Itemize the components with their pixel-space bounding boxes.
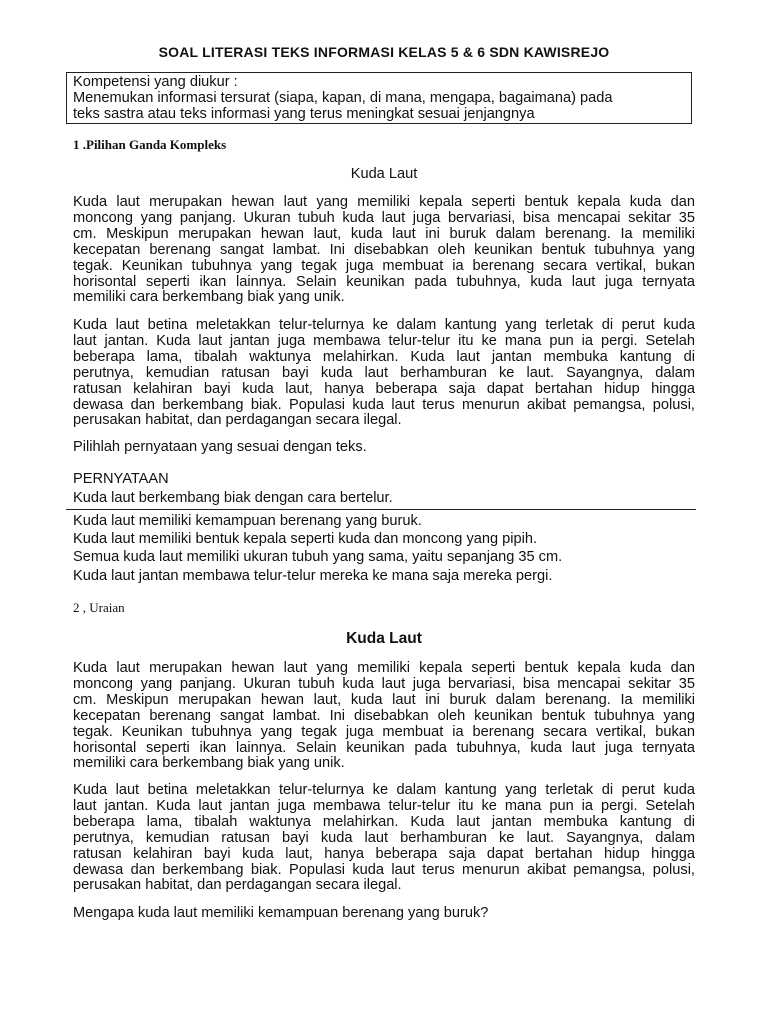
kompetensi-box bbox=[66, 72, 692, 124]
paragraph-line: horisontal seperti ikan lainnya. Selain keunikan pada tubuhnya, kuda laut juga ternyata bbox=[73, 273, 695, 290]
statement-item: Kuda laut jantan membawa telur-telur mereka ke mana saja mereka pergi. bbox=[73, 568, 553, 584]
section1-instruction: Pilihlah pernyataan yang sesuai dengan teks. bbox=[73, 439, 367, 455]
paragraph-line: cm. Meskipun merupakan hewan laut, kuda laut ini buruk dalam berenang. Ia memiliki bbox=[73, 225, 695, 242]
paragraph-line: kecepatan berenang sangat lambat. Ini disebabkan oleh keunikan bentuk tubuhnya yang bbox=[73, 707, 695, 724]
paragraph-line: memiliki cara berkembang biak yang unik. bbox=[73, 755, 345, 772]
statement-item: Kuda laut memiliki kemampuan berenang yang buruk. bbox=[73, 513, 422, 529]
paragraph-line: moncong yang panjang. Ukuran tubuh kuda laut juga bervariasi, bisa mencapai sekitar 35 bbox=[73, 209, 695, 226]
section2-heading: 2 , Uraian bbox=[73, 600, 125, 615]
document-title: SOAL LITERASI TEKS INFORMASI KELAS 5 & 6 SDN KAWISREJO bbox=[158, 44, 610, 60]
paragraph-line: kecepatan berenang sangat lambat. Ini disebabkan oleh keunikan bentuk tubuhnya yang bbox=[73, 241, 695, 258]
paragraph-line: laut jantan. Kuda laut jantan juga membawa telur-telur itu ke mana pun ia pergi. Setelah bbox=[73, 797, 695, 814]
statement-item: Kuda laut memiliki bentuk kepala seperti kuda dan moncong yang pipih. bbox=[73, 531, 538, 547]
kompetensi-label: Kompetensi yang diukur : bbox=[73, 74, 238, 90]
table-divider bbox=[66, 509, 696, 510]
section1-heading: 1 .Pilihan Ganda Kompleks bbox=[73, 137, 227, 152]
paragraph-line: memiliki cara berkembang biak yang unik. bbox=[73, 289, 345, 306]
paragraph-line: ratusan kelahiran bayi kuda laut, hanya beberapa saja dapat bertahan hidup hingga bbox=[73, 845, 695, 862]
kompetensi-line-1: Menemukan informasi tersurat (siapa, kapan, di mana, mengapa, bagaimana) pada bbox=[73, 90, 613, 106]
paragraph-line: dewasa dan berkembang biak. Populasi kuda laut terus menurun akibat pemangsa, polusi, bbox=[73, 396, 695, 413]
paragraph-line: cm. Meskipun merupakan hewan laut, kuda laut ini buruk dalam berenang. Ia memiliki bbox=[73, 691, 695, 708]
paragraph-line: laut jantan. Kuda laut jantan juga membawa telur-telur itu ke mana pun ia pergi. Setelah bbox=[73, 332, 695, 349]
paragraph-line: perusakan habitat, dan perdagangan secara ilegal. bbox=[73, 877, 402, 894]
paragraph-line: beberapa lama, tibalah waktunya melahirkan. Kuda laut jantan membuka kantung di bbox=[73, 813, 695, 830]
paragraph-line: Kuda laut merupakan hewan laut yang memiliki kepala seperti bentuk kepala kuda dan bbox=[73, 660, 695, 676]
kompetensi-line-2: teks sastra atau teks informasi yang terus meningkat sesuai jenjangnya bbox=[73, 106, 535, 122]
paragraph-line: Kuda laut betina meletakkan telur-telurnya ke dalam kantung yang terletak di perut kuda bbox=[73, 782, 695, 798]
paragraph-line: moncong yang panjang. Ukuran tubuh kuda laut juga bervariasi, bisa mencapai sekitar 35 bbox=[73, 675, 695, 692]
statement-item: Semua kuda laut memiliki ukuran tubuh yang sama, yaitu sepanjang 35 cm. bbox=[73, 549, 563, 565]
section1-paragraph-1 bbox=[73, 195, 695, 306]
statement-item: Kuda laut berkembang biak dengan cara bertelur. bbox=[73, 490, 393, 506]
paragraph-line: ratusan kelahiran bayi kuda laut, hanya beberapa saja dapat bertahan hidup hingga bbox=[73, 380, 695, 397]
paragraph-line: beberapa lama, tibalah waktunya melahirkan. Kuda laut jantan membuka kantung di bbox=[73, 348, 695, 365]
paragraph-line: tegak. Keunikan tubuhnya yang tegak juga membuat ia berenang secara vertikal, bukan bbox=[73, 723, 695, 740]
paragraph-line: perutnya, kemudian ratusan bayi kuda laut berhamburan ke laut. Sayangnya, dalam bbox=[73, 364, 695, 381]
paragraph-line: tegak. Keunikan tubuhnya yang tegak juga membuat ia berenang secara vertikal, bukan bbox=[73, 257, 695, 274]
paragraph-line: perutnya, kemudian ratusan bayi kuda laut berhamburan ke laut. Sayangnya, dalam bbox=[73, 829, 695, 846]
paragraph-line: horisontal seperti ikan lainnya. Selain keunikan pada tubuhnya, kuda laut juga ternyata bbox=[73, 739, 695, 756]
paragraph-line: Kuda laut betina meletakkan telur-telurnya ke dalam kantung yang terletak di perut kuda bbox=[73, 317, 695, 333]
paragraph-line: Kuda laut merupakan hewan laut yang memiliki kepala seperti bentuk kepala kuda dan bbox=[73, 194, 695, 210]
section2-paragraph-1 bbox=[73, 661, 695, 772]
paragraph-line: dewasa dan berkembang biak. Populasi kuda laut terus menurun akibat pemangsa, polusi, bbox=[73, 861, 695, 878]
section1-paragraph-2 bbox=[73, 318, 695, 429]
statements-header: PERNYATAAN bbox=[73, 471, 169, 487]
section2-paragraph-2 bbox=[73, 783, 695, 894]
paragraph-line: perusakan habitat, dan perdagangan secara ilegal. bbox=[73, 412, 402, 429]
section2-text-title: Kuda Laut bbox=[346, 630, 422, 647]
section2-question: Mengapa kuda laut memiliki kemampuan berenang yang buruk? bbox=[73, 905, 489, 921]
section1-text-title: Kuda Laut bbox=[350, 166, 418, 182]
